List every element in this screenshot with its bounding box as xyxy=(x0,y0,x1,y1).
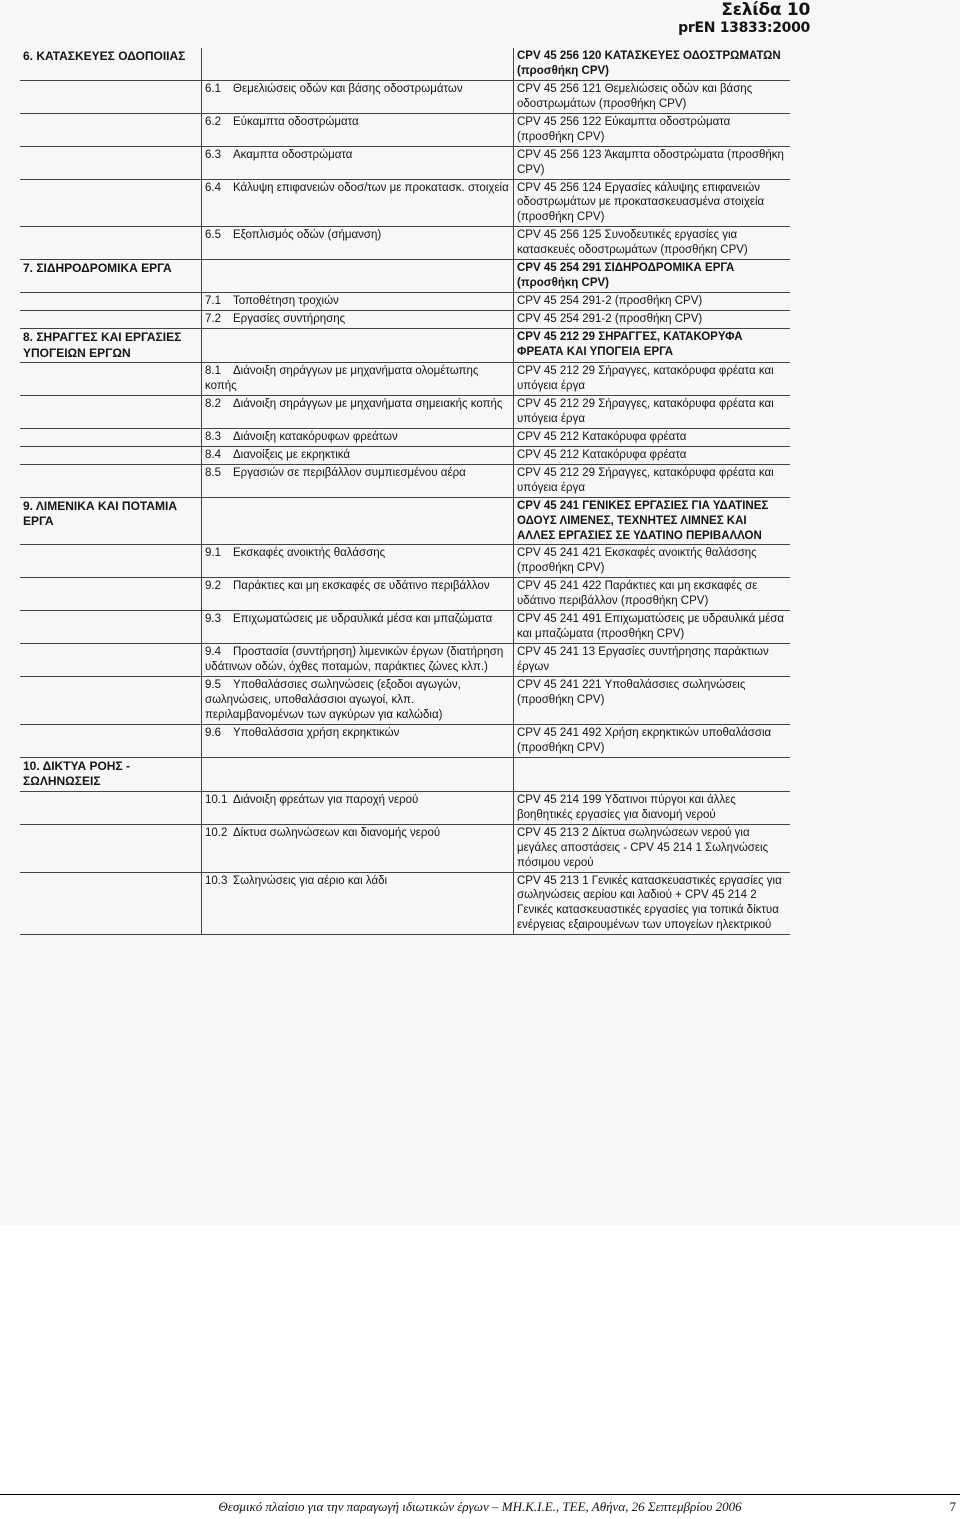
item-description: Κάλυψη επιφανειών οδοσ/των με προκατασκ. στοιχεία xyxy=(233,181,509,194)
table-row xyxy=(20,872,790,935)
work-category-cell xyxy=(202,396,514,429)
item-description: Διάνοιξη κατακόρυφων φρεάτων xyxy=(233,430,398,443)
item-description: Διάνοιξη σηράγγων με μηχανήματα σημειακής κοπής xyxy=(233,398,503,410)
work-category-cell xyxy=(202,545,514,578)
item-number: 6.3 xyxy=(205,148,221,161)
item-description: Εκσκαφές ανοικτής θαλάσσης xyxy=(233,547,386,560)
cpv-code-cell: CPV 45 212 Κατακόρυφα φρέατα xyxy=(514,446,791,464)
cpv-code-cell: CPV 45 241 13 Εργασίες συντήρησης παράκτιων έργων xyxy=(514,644,791,677)
cpv-code-cell: CPV 45 212 29 ΣΗΡΑΓΓΕΣ, ΚΑΤΑΚΟΡΥΦΑ ΦΡΕΑΤΑ ΚΑΙ ΥΠΟΓΕΙΑ ΕΡΓΑ xyxy=(514,328,791,362)
table-row xyxy=(20,578,790,611)
work-category-cell xyxy=(202,757,514,791)
section-title-cell xyxy=(20,676,202,724)
section-title-cell: 9. ΛΙΜΕΝΙΚΑ ΚΑΙ ΠΟΤΑΜΙΑ ΕΡΓΑ xyxy=(20,497,202,545)
item-number: 8.2 xyxy=(205,398,221,410)
cpv-code-cell: CPV 45 256 121 Θεμελιώσεις οδών και βάσης οδοστρωμάτων (προσθήκη CPV) xyxy=(514,80,791,113)
table-row xyxy=(20,113,790,146)
item-number: 10.3 xyxy=(205,874,228,887)
table-row xyxy=(20,824,790,872)
cpv-code-cell: CPV 45 241 421 Εκσκαφές ανοικτής θαλάσσης (προσθήκη CPV) xyxy=(514,545,791,578)
table-row xyxy=(20,644,790,677)
work-category-cell xyxy=(202,179,514,227)
item-number: 6.2 xyxy=(205,115,221,128)
table-row xyxy=(20,757,790,791)
item-description: Σωληνώσεις για αέριο και λάδι xyxy=(233,874,388,887)
table-row xyxy=(20,545,790,578)
page-footer xyxy=(0,1494,960,1517)
item-number: 8.4 xyxy=(205,448,221,461)
item-description: Διάνοιξη σηράγγων με μηχανήματα ολομέτωπης κοπής xyxy=(205,365,479,393)
work-category-cell xyxy=(202,676,514,724)
section-title-cell: 7. ΣΙΔΗΡΟΔΡΟΜΙΚΑ ΕΡΓΑ xyxy=(20,260,202,293)
cpv-code-cell: CPV 45 212 Κατακόρυφα φρέατα xyxy=(514,428,791,446)
work-category-cell xyxy=(202,724,514,757)
cpv-code-cell: CPV 45 241 492 Χρήση εκρηκτικών υποθαλάσσια (προσθήκη CPV) xyxy=(514,724,791,757)
table-row xyxy=(20,396,790,429)
page-label: Σελίδα 10 xyxy=(721,0,810,20)
footer-text: Θεσμικό πλαίσιο για την παραγωγή ιδιωτικών έργων – ΜΗ.Κ.Ι.Ε., ΤΕΕ, Αθήνα, 26 Σεπτεμβρίου 2006 xyxy=(218,1499,742,1514)
item-number: 10.1 xyxy=(205,793,228,806)
work-category-cell xyxy=(202,644,514,677)
table-row xyxy=(20,363,790,396)
item-number: 6.5 xyxy=(205,229,221,242)
table-row xyxy=(20,48,790,80)
work-category-cell xyxy=(202,227,514,260)
item-description: Εργασιών σε περιβάλλον συμπιεσμένου αέρα xyxy=(233,466,466,479)
item-number: 8.5 xyxy=(205,466,221,479)
table-row xyxy=(20,497,790,545)
item-description: Διάνοιξη φρεάτων για παροχή νερού xyxy=(233,793,419,806)
section-title-cell xyxy=(20,113,202,146)
cpv-code-cell: CPV 45 213 1 Γενικές κατασκευαστικές εργασίες για σωληνώσεις αερίου και λαδιού + CPV 45 214 2 Γενικές κατασκευαστικές εργασίες για τοπικά δίκτυα ενέργειας εξαιρουμένων των υπογείων ηλεκτρικού xyxy=(514,872,791,935)
item-description: Εξοπλισμός οδών (σήμανση) xyxy=(233,229,382,242)
table-row xyxy=(20,791,790,824)
cpv-code-cell: CPV 45 256 122 Εύκαμπτα οδοστρώματα (προσθήκη CPV) xyxy=(514,113,791,146)
table-row xyxy=(20,328,790,362)
item-number: 9.6 xyxy=(205,726,221,739)
section-title-cell xyxy=(20,428,202,446)
cpv-code-cell: CPV 45 256 125 Συνοδευτικές εργασίες για κατασκευές οδοστρωμάτων (προσθήκη CPV) xyxy=(514,227,791,260)
table-body xyxy=(20,48,790,935)
section-title-cell: 8. ΣΗΡΑΓΓΕΣ ΚΑΙ ΕΡΓΑΣΙΕΣ ΥΠΟΓΕΙΩΝ ΕΡΓΩΝ xyxy=(20,328,202,362)
work-category-cell xyxy=(202,293,514,311)
cpv-code-cell: CPV 45 241 422 Παράκτιες και μη εκσκαφές σε υδάτινο περιβάλλον (προσθήκη CPV) xyxy=(514,578,791,611)
section-title-cell: 10. ΔΙΚΤΥΑ ΡΟΗΣ - ΣΩΛΗΝΩΣΕΙΣ xyxy=(20,757,202,791)
cpv-code-cell: CPV 45 256 124 Εργασίες κάλυψης επιφανειών οδοστρωμάτων με προκατασκευασμένα στοιχεία (προσθήκη CPV) xyxy=(514,179,791,227)
work-category-cell xyxy=(202,464,514,497)
table-row xyxy=(20,260,790,293)
work-category-cell xyxy=(202,824,514,872)
work-category-cell xyxy=(202,872,514,935)
work-category-cell xyxy=(202,363,514,396)
item-description: Υποθαλάσσια χρήση εκρηκτικών xyxy=(233,726,400,739)
cpv-code-cell: CPV 45 212 29 Σήραγγες, κατακόρυφα φρέατα και υπόγεια έργα xyxy=(514,464,791,497)
item-description: Διανοίξεις με εκρηκτικά xyxy=(233,448,351,461)
cpv-code-cell: CPV 45 212 29 Σήραγγες, κατακόρυφα φρέατα και υπόγεια έργα xyxy=(514,363,791,396)
section-title-cell xyxy=(20,872,202,935)
section-title-cell xyxy=(20,545,202,578)
cpv-code-cell: CPV 45 214 199 Υδατινοι πύργοι και άλλες βοηθητικές εργασίες για διανομή νερού xyxy=(514,791,791,824)
section-title-cell xyxy=(20,791,202,824)
table-row xyxy=(20,146,790,179)
work-category-cell xyxy=(202,611,514,644)
item-number: 8.1 xyxy=(205,365,221,378)
work-category-cell xyxy=(202,311,514,329)
item-number: 9.1 xyxy=(205,547,221,560)
section-title-cell xyxy=(20,611,202,644)
cpv-code-cell: CPV 45 256 123 Άκαμπτα οδοστρώματα (προσθήκη CPV) xyxy=(514,146,791,179)
section-title-cell xyxy=(20,293,202,311)
item-description: Ακαμπτα οδοστρώματα xyxy=(233,148,353,161)
item-number: 9.2 xyxy=(205,580,221,593)
cpv-code-cell: CPV 45 241 ΓΕΝΙΚΕΣ ΕΡΓΑΣΙΕΣ ΓΙΑ ΥΔΑΤΙΝΕΣ ΟΔΟΥΣ ΛΙΜΕΝΕΣ, ΤΕΧΝΗΤΕΣ ΛΙΜΝΕΣ ΚΑΙ ΑΛΛΕΣ ΕΡΓΑΣΙΕΣ ΣΕ ΥΔΑΤΙΝΟ ΠΕΡΙΒΑΛΛΟΝ xyxy=(514,497,791,545)
table-row xyxy=(20,611,790,644)
cpv-code-cell: CPV 45 254 291-2 (προσθήκη CPV) xyxy=(514,311,791,329)
cpv-code-cell xyxy=(514,757,791,791)
table-row xyxy=(20,446,790,464)
cpv-code-cell: CPV 45 254 291-2 (προσθήκη CPV) xyxy=(514,293,791,311)
work-category-cell xyxy=(202,48,514,80)
work-category-cell xyxy=(202,578,514,611)
item-number: 6.4 xyxy=(205,181,221,194)
work-category-cell xyxy=(202,791,514,824)
section-title-cell xyxy=(20,80,202,113)
section-title-cell xyxy=(20,446,202,464)
section-title-cell xyxy=(20,227,202,260)
page-number: 7 xyxy=(949,1499,956,1514)
work-category-cell xyxy=(202,497,514,545)
item-number: 9.3 xyxy=(205,613,221,626)
cpv-code-cell: CPV 45 254 291 ΣΙΔΗΡΟΔΡΟΜΙΚΑ ΕΡΓΑ (προσθήκη CPV) xyxy=(514,260,791,293)
item-description: Θεμελιώσεις οδών και βάσης οδοστρωμάτων xyxy=(233,82,463,95)
item-description: Εύκαμπτα οδοστρώματα xyxy=(233,115,359,128)
table-row xyxy=(20,293,790,311)
section-title-cell xyxy=(20,396,202,429)
cpv-code-cell: CPV 45 213 2 Δίκτυα σωληνώσεων νερού για μεγάλες αποστάσεις - CPV 45 214 1 Σωληνώσεις πόσιμου νερού xyxy=(514,824,791,872)
item-description: Υποθαλάσσιες σωληνώσεις (εξοδοι αγωγών, σωληνώσεις, υποθαλάσσιοι αγωγοί, κλπ. περιλαμβανομένων των αγκύρων για καλώδια) xyxy=(205,678,461,721)
work-category-cell xyxy=(202,80,514,113)
section-title-cell xyxy=(20,311,202,329)
table-row xyxy=(20,227,790,260)
item-description: Δίκτυα σωληνώσεων και διανομής νερού xyxy=(233,826,441,839)
section-title-cell xyxy=(20,724,202,757)
section-title-cell xyxy=(20,146,202,179)
cpv-code-cell: CPV 45 241 221 Υποθαλάσσιες σωληνώσεις (προσθήκη CPV) xyxy=(514,676,791,724)
item-number: 8.3 xyxy=(205,430,221,443)
work-category-cell xyxy=(202,446,514,464)
item-number: 7.2 xyxy=(205,313,221,325)
table-row xyxy=(20,428,790,446)
work-category-cell xyxy=(202,428,514,446)
table-row xyxy=(20,80,790,113)
classification-table xyxy=(20,48,790,935)
work-category-cell xyxy=(202,146,514,179)
work-category-cell xyxy=(202,260,514,293)
section-title-cell xyxy=(20,578,202,611)
table-row xyxy=(20,676,790,724)
table-row xyxy=(20,311,790,329)
table-row xyxy=(20,179,790,227)
item-description: Εργασίες συντήρησης xyxy=(233,313,346,325)
item-number: 9.5 xyxy=(205,678,221,691)
item-description: Τοποθέτηση τροχιών xyxy=(233,295,339,308)
section-title-cell xyxy=(20,464,202,497)
table-row xyxy=(20,464,790,497)
item-description: Επιχωματώσεις με υδραυλικά μέσα και μπαζώματα xyxy=(233,613,493,626)
item-number: 7.1 xyxy=(205,295,221,308)
cpv-code-cell: CPV 45 256 120 ΚΑΤΑΣΚΕΥΕΣ ΟΔΟΣΤΡΩΜΑΤΩΝ (προσθήκη CPV) xyxy=(514,48,791,80)
cpv-code-cell: CPV 45 241 491 Επιχωματώσεις με υδραυλικά μέσα και μπαζώματα (προσθήκη CPV) xyxy=(514,611,791,644)
item-description: Προστασία (συντήρηση) λιμενικών έργων (διατήρηση υδάτινων οδών, όχθες ποταμών, παράκτιες ζώνες κλπ.) xyxy=(205,646,504,673)
section-title-cell xyxy=(20,179,202,227)
section-title-cell xyxy=(20,824,202,872)
section-title-cell xyxy=(20,363,202,396)
item-number: 10.2 xyxy=(205,826,228,839)
item-description: Παράκτιες και μη εκσκαφές σε υδάτινο περιβάλλον xyxy=(233,580,490,593)
cpv-code-cell: CPV 45 212 29 Σήραγγες, κατακόρυφα φρέατα και υπόγεια έργα xyxy=(514,396,791,429)
section-title-cell: 6. ΚΑΤΑΣΚΕΥΕΣ ΟΔΟΠΟΙΙΑΣ xyxy=(20,48,202,80)
standard-code: prEN 13833:2000 xyxy=(678,20,810,36)
item-number: 9.4 xyxy=(205,646,221,659)
work-category-cell xyxy=(202,113,514,146)
work-category-cell xyxy=(202,328,514,362)
section-title-cell xyxy=(20,644,202,677)
table-row xyxy=(20,724,790,757)
item-number: 6.1 xyxy=(205,82,221,95)
